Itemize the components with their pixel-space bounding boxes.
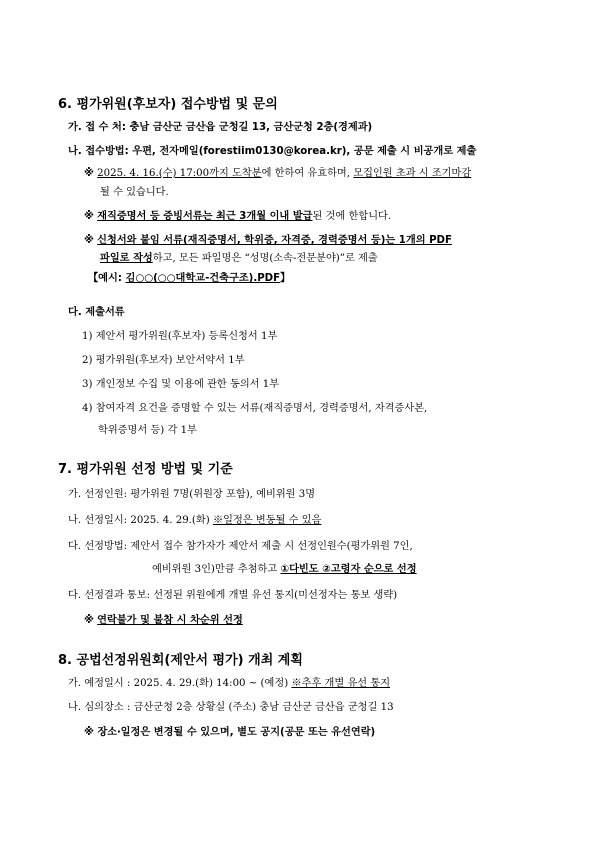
pdf-rule: 신청서와 붙임 서류(재직증명서, 학위증, 자격증, 경력증명서 등)는 1개의 PDF — [97, 235, 452, 246]
method-cont-text: 예비위원 3인)만큼 추첨하고 — [152, 564, 281, 575]
s7-selection-count: 가. 선정인원: 평가위원 7명(위원장 포함), 예비위원 3명 — [68, 489, 316, 500]
s8-venue: 나. 심의장소 : 금산군청 2층 상황실 (주소) 충남 금산군 금산읍 군청길 13 — [68, 702, 394, 713]
s6-documents-title: 다. 제출서류 — [68, 307, 125, 318]
s6-doc-item: 2) 평가위원(후보자) 보안서약서 1부 — [82, 355, 245, 366]
schedule-notice: ※추후 개별 유선 통지 — [291, 678, 391, 689]
note-mark: ※ — [84, 615, 94, 626]
s7-selection-method-cont — [152, 563, 417, 577]
s7-note — [84, 614, 243, 628]
s7-result-notice: 다. 선정결과 통보: 선정된 위원에게 개별 유선 통지(미선정자는 통보 생략) — [68, 590, 398, 601]
s6-doc-item-cont: 학위증명서 등) 각 1부 — [98, 425, 197, 436]
alternate-rule: 연락불가 및 불참 시 차순위 선정 — [97, 615, 243, 626]
example-close: 】 — [280, 273, 291, 284]
s6-doc-item: 1) 제안서 평가위원(후보자) 등록신청서 1부 — [82, 331, 278, 342]
schedule-change-note: ※일정은 변동될 수 있음 — [212, 515, 322, 526]
s6-filename-example — [88, 272, 290, 286]
s7-selection-method: 다. 선정방법: 제안서 접수 참가자가 제안서 제출 시 선정인원수(평가위원 7인, — [68, 541, 413, 552]
early-close-text: 모집인원 초과 시 조기마감 — [353, 168, 472, 179]
pdf-rule-cont: 파일로 작성 — [100, 253, 153, 264]
deadline-mid: 에 한하여 유효하며, — [261, 168, 354, 179]
note-mark: ※ — [84, 168, 94, 179]
s7-selection-date — [68, 514, 321, 528]
note-mark: ※ — [84, 211, 94, 222]
example-filename: 김○○(○○대학교-건축구조).PDF — [125, 273, 281, 284]
s6-note-deadline — [84, 167, 471, 181]
s6-note-pdf-cont — [100, 252, 378, 266]
s6-note-pdf — [84, 234, 452, 248]
section-7-title: 7. 평가위원 선정 방법 및 기준 — [58, 462, 233, 477]
s8-schedule — [68, 677, 390, 691]
example-open: 【예시: — [88, 273, 126, 284]
certificate-rule: 재직증명서 등 증빙서류는 최근 3개월 이내 발급 — [97, 211, 313, 222]
s6-note-deadline-cont: 될 수 있습니다. — [100, 187, 169, 198]
s6-submission-method: 나. 접수방법: 우편, 전자메일(forestiim0130@korea.kr), 공문 제출 시 비공개로 제출 — [68, 146, 477, 157]
pdf-rule-rest: 하고, 모든 파일명은 “성명(소속-전문분야)”로 제출 — [152, 253, 378, 264]
s6-doc-item: 4) 참여자격 요건을 증명할 수 있는 서류(재직증명서, 경력증명서, 자격증사본, — [82, 403, 428, 414]
note-mark: ※ — [84, 235, 94, 246]
priority-rule: ①다빈도 ②고령자 순으로 선정 — [280, 564, 417, 575]
deadline-text: 2025. 4. 16.(수) 17:00까지 도착분 — [97, 168, 262, 179]
selection-date-text: 나. 선정일시: 2025. 4. 29.(화) — [68, 515, 213, 526]
s8-note: ※ 장소‧일정은 변경될 수 있으며, 별도 공지(공문 또는 유선연락) — [84, 727, 376, 738]
section-6-title: 6. 평가위원(후보자) 접수방법 및 문의 — [58, 97, 278, 112]
s6-doc-item: 3) 개인정보 수집 및 이용에 관한 동의서 1부 — [82, 379, 280, 390]
schedule-text: 가. 예정일시 : 2025. 4. 29.(화) 14:00 ~ (예정) — [68, 678, 292, 689]
s6-receipt-location: 가. 접 수 처: 충남 금산군 금산읍 군청길 13, 금산군청 2층(경제과) — [68, 122, 373, 133]
section-8-title: 8. 공법선정위원회(제안서 평가) 개최 계획 — [58, 653, 303, 668]
certificate-rest: 된 것에 한합니다. — [312, 211, 392, 222]
s6-note-certificates — [84, 210, 391, 224]
